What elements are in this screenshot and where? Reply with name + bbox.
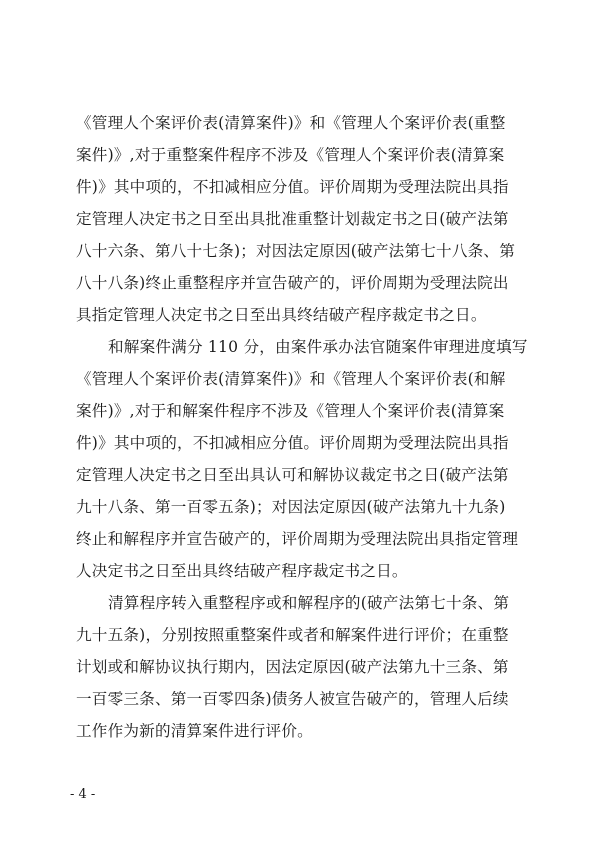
text-line: 案件)》,对于重整案件程序不涉及《管理人个案评价表(清算案 [76,146,505,164]
text-line: 八十六条、第八十七条)；对因法定原因(破产法第七十八条、第 [76,242,515,260]
text-line: 计划或和解协议执行期内，因法定原因(破产法第九十三条、第 [76,658,509,676]
text-line: 九十八条、第一百零五条)；对因法定原因(破产法第九十九条) [76,498,506,516]
text-line: 和解案件满分 110 分，由案件承办法官随案件审理进度填写 [108,338,528,356]
text-line: 案件)》,对于和解案件程序不涉及《管理人个案评价表(清算案 [76,402,505,420]
text-line: 九十五条)，分别按照重整案件或者和解案件进行评价；在重整 [76,626,509,644]
text-line: 件)》其中项的，不扣减相应分值。评价周期为受理法院出具指 [76,178,509,196]
text-line: 定管理人决定书之日至出具认可和解协议裁定书之日(破产法第 [76,466,509,484]
page-number: - 4 - [70,787,96,802]
text-line: 具指定管理人决定书之日至出具终结破产程序裁定书之日。 [76,306,487,324]
text-line: 人决定书之日至出具终结破产程序裁定书之日。 [76,562,408,580]
text-line: 清算程序转入重整程序或和解程序的(破产法第七十条、第 [108,594,510,612]
text-line: 件)》其中项的，不扣减相应分值。评价周期为受理法院出具指 [76,434,509,452]
text-line: 八十八条)终止重整程序并宣告破产的，评价周期为受理法院出 [76,274,509,292]
text-line: 工作作为新的清算案件进行评价。 [76,722,313,740]
text-line: 一百零三条、第一百零四条)债务人被宣告破产的，管理人后续 [76,690,509,708]
text-line: 定管理人决定书之日至出具批准重整计划裁定书之日(破产法第 [76,210,509,228]
text-line: 《管理人个案评价表(清算案件)》和《管理人个案评价表(和解 [76,370,506,388]
text-line: 终止和解程序并宣告破产的，评价周期为受理法院出具指定管理 [76,530,519,548]
text-line: 《管理人个案评价表(清算案件)》和《管理人个案评价表(重整 [76,114,506,132]
